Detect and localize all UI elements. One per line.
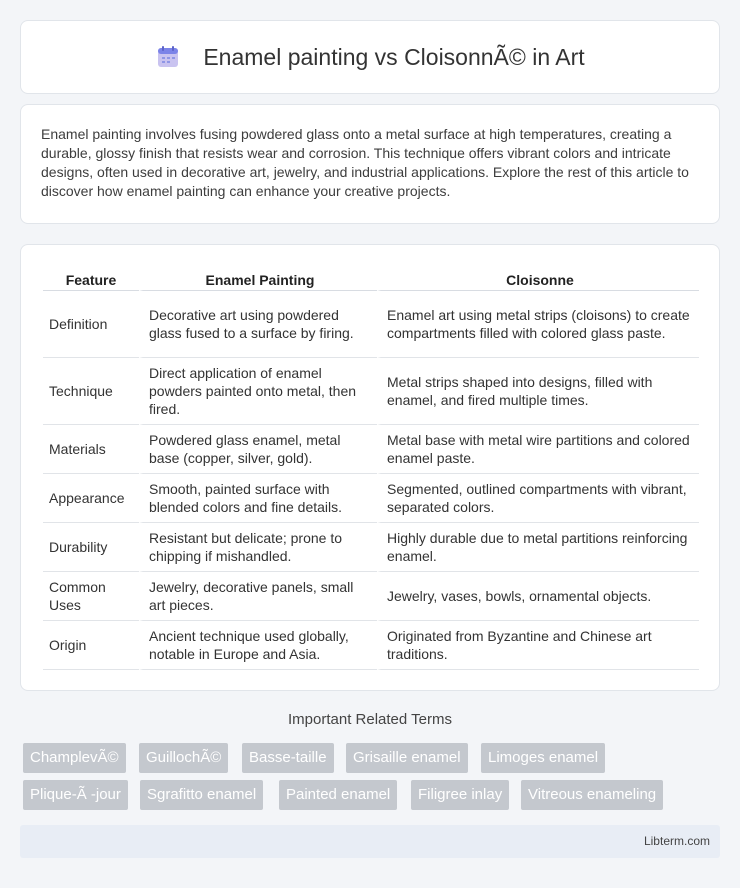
- comparison-card: [20, 244, 720, 691]
- column-header-feature: Feature: [43, 265, 139, 291]
- row-enamel: Decorative art using powdered glass fused to a surface by firing.: [139, 291, 377, 358]
- row-feature: Materials: [43, 425, 139, 474]
- row-cloisonne: Enamel art using metal strips (cloisons) to create compartments filled with colored glass paste.: [377, 291, 699, 358]
- intro-text: Enamel painting involves fusing powdered glass onto a metal surface at high temperatures, creating a durable, glossy finish that resists wear and corrosion. This technique offers vibrant colors and intricate designs, often used in decorative art, jewelry, and industrial applications. Explore the rest of this article to discover how enamel painting can enhance your creative projects.: [41, 126, 689, 199]
- calendar-icon: [155, 44, 181, 70]
- column-header-enamel: Enamel Painting: [139, 265, 377, 291]
- row-enamel: Powdered glass enamel, metal base (copper, silver, gold).: [139, 425, 377, 474]
- row-feature: Origin: [43, 621, 139, 670]
- row-cloisonne: Metal strips shaped into designs, filled with enamel, and fired multiple times.: [377, 358, 699, 425]
- term-tag[interactable]: Plique-Ã -jour: [23, 780, 128, 810]
- row-feature: Common Uses: [43, 572, 139, 621]
- footer-site-link[interactable]: Libterm.com: [643, 834, 710, 848]
- table-row: [43, 358, 699, 425]
- footer: [20, 825, 720, 858]
- row-enamel: Ancient technique used globally, notable in Europe and Asia.: [139, 621, 377, 670]
- term-tag[interactable]: GuillochÃ©: [139, 743, 228, 773]
- title-card: [20, 20, 720, 94]
- row-cloisonne: Metal base with metal wire partitions and colored enamel paste.: [377, 425, 699, 474]
- term-tag[interactable]: ChamplevÃ©: [23, 743, 126, 773]
- term-tag[interactable]: Limoges enamel: [481, 743, 605, 773]
- row-enamel: Resistant but delicate; prone to chipping if mishandled.: [139, 523, 377, 572]
- term-tag[interactable]: Basse-taille: [242, 743, 334, 773]
- table-row: [43, 291, 699, 358]
- term-tag[interactable]: Painted enamel: [279, 780, 397, 810]
- intro-card: [20, 104, 720, 224]
- table-row: [43, 621, 699, 670]
- table-header-row: [43, 265, 699, 291]
- term-tag[interactable]: Vitreous enameling: [521, 780, 663, 810]
- row-enamel: Jewelry, decorative panels, small art pieces.: [139, 572, 377, 621]
- comparison-table: [43, 265, 699, 670]
- term-tag[interactable]: Filigree inlay: [411, 780, 509, 810]
- row-cloisonne: Jewelry, vases, bowls, ornamental objects.: [377, 572, 699, 621]
- row-cloisonne: Highly durable due to metal partitions reinforcing enamel.: [377, 523, 699, 572]
- table-row: [43, 425, 699, 474]
- table-row: [43, 474, 699, 523]
- column-header-cloisonne: Cloisonne: [377, 265, 699, 291]
- term-tag[interactable]: Grisaille enamel: [346, 743, 468, 773]
- row-enamel: Smooth, painted surface with blended colors and fine details.: [139, 474, 377, 523]
- page-title: Enamel painting vs CloisonnÃ© in Art: [203, 43, 585, 70]
- row-cloisonne: Originated from Byzantine and Chinese art traditions.: [377, 621, 699, 670]
- term-tag[interactable]: Sgrafitto enamel: [140, 780, 263, 810]
- row-feature: Appearance: [43, 474, 139, 523]
- row-feature: Technique: [43, 358, 139, 425]
- row-feature: Definition: [43, 291, 139, 358]
- table-row: [43, 523, 699, 572]
- row-enamel: Direct application of enamel powders painted onto metal, then fired.: [139, 358, 377, 425]
- row-cloisonne: Segmented, outlined compartments with vibrant, separated colors.: [377, 474, 699, 523]
- related-terms-title: Important Related Terms: [288, 711, 452, 728]
- row-feature: Durability: [43, 523, 139, 572]
- table-row: [43, 572, 699, 621]
